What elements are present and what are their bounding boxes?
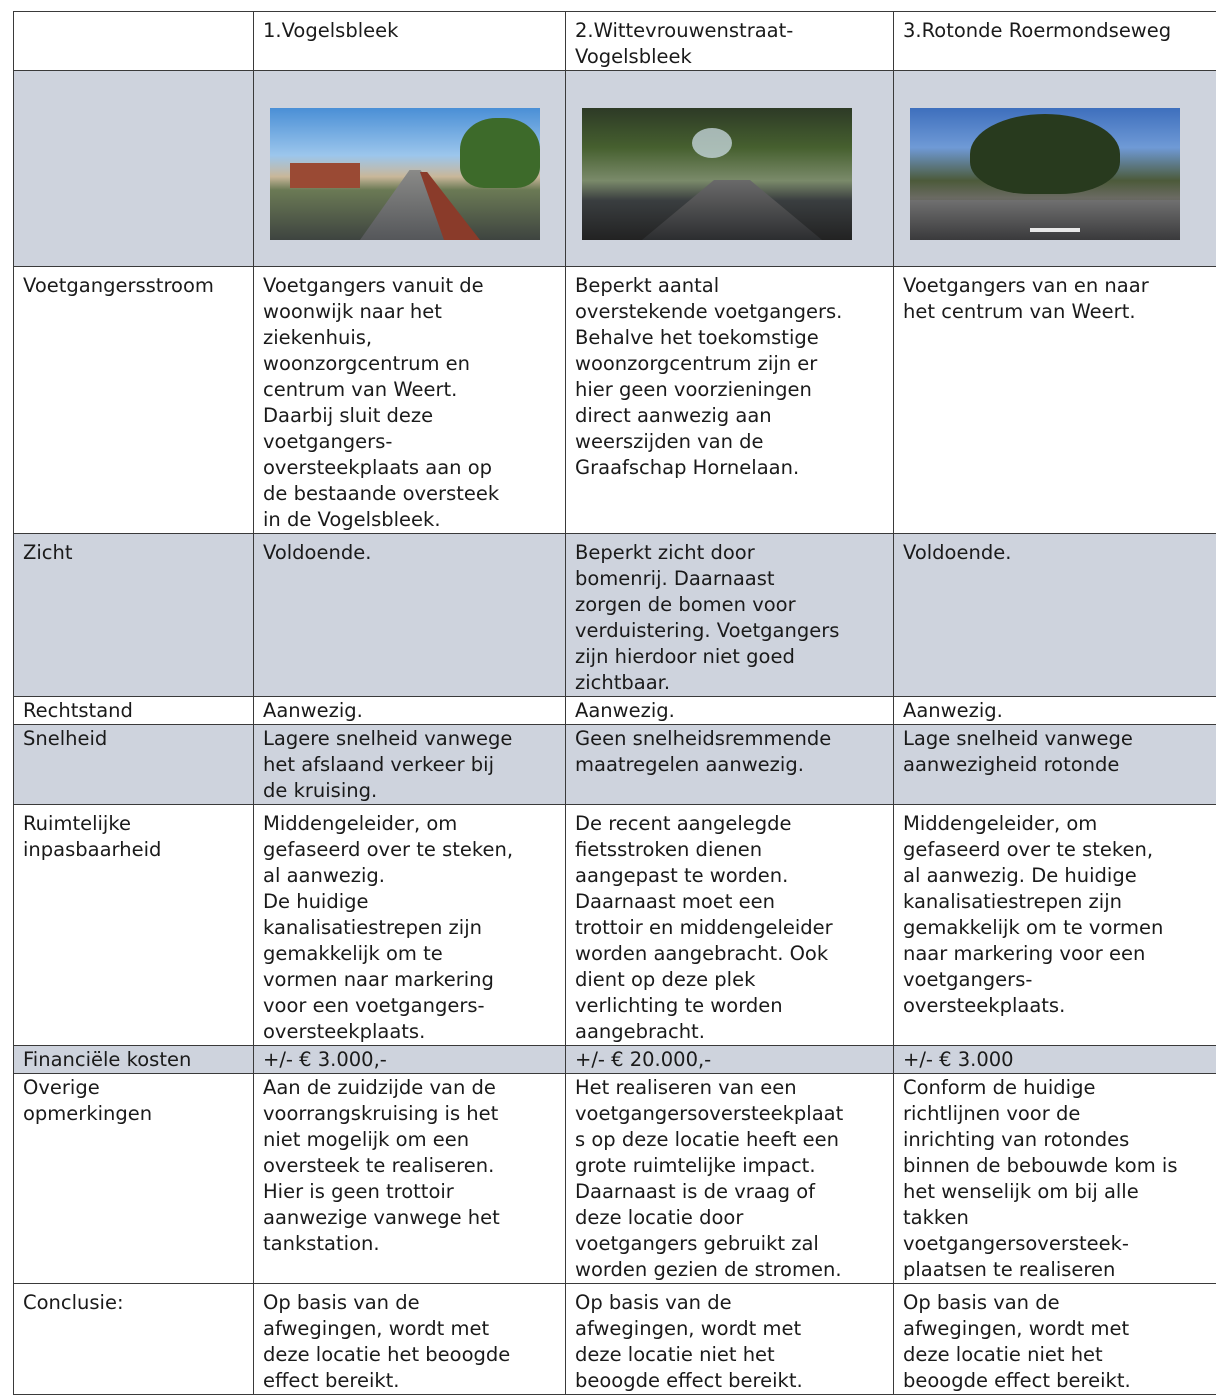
row-conclusie <box>14 1284 1216 1395</box>
header-row <box>14 12 1216 71</box>
cell-location-2: Beperkt aantal overstekende voetgangers. Behalve het toekomstige woonzorgcentrum zijn er hier geen voorzieningen direct aanwezig aan weerszijden van de Graafschap Hornelaan. <box>566 267 894 534</box>
photo-row <box>14 71 1216 267</box>
row-label: Zicht <box>14 534 254 697</box>
photo-cell-1 <box>254 71 566 267</box>
cell-location-1: Aan de zuidzijde van de voorrangskruising is het niet mogelijk om een oversteek te realiseren. Hier is geen trottoir aanwezige vanwege het tankstation. <box>254 1074 566 1284</box>
cell-location-1: Lagere snelheid vanwege het afslaand verkeer bij de kruising. <box>254 725 566 805</box>
row-ruimtelijke-inpasbaarheid <box>14 805 1216 1046</box>
cell-location-1: Middengeleider, om gefaseerd over te steken, al aanwezig. De huidige kanalisatiestrepen zijn gemakkelijk om te vormen naar markering voor een voetgangers- oversteekplaats. <box>254 805 566 1046</box>
row-label: Rechtstand <box>14 697 254 725</box>
cell-location-3: Middengeleider, om gefaseerd over te steken, al aanwezig. De huidige kanalisatiestrepen zijn gemakkelijk om te vormen naar markering voor een voetgangers- oversteekplaats. <box>894 805 1216 1046</box>
cell-location-1: Op basis van de afwegingen, wordt met deze locatie het beoogde effect bereikt. <box>254 1284 566 1395</box>
row-label: Financiële kosten <box>14 1046 254 1074</box>
photo-cell-3 <box>894 71 1216 267</box>
cell-location-2: +/- € 20.000,- <box>566 1046 894 1074</box>
cell-location-3: Conform de huidige richtlijnen voor de inrichting van rotondes binnen de bebouwde kom is het wenselijk om bij alle takken voetgangersoversteek- plaatsen te realiseren <box>894 1074 1216 1284</box>
cell-location-3: Voldoende. <box>894 534 1216 697</box>
cell-location-3: Op basis van de afwegingen, wordt met deze locatie niet het beoogde effect bereikt. <box>894 1284 1216 1395</box>
cell-location-1: Voetgangers vanuit de woonwijk naar het ziekenhuis, woonzorgcentrum en centrum van Weert. Daarbij sluit deze voetgangers- oversteekplaats aan op de bestaande oversteek in de Vogelsbleek. <box>254 267 566 534</box>
street-photo-icon <box>270 108 540 240</box>
row-label: Overige opmerkingen <box>14 1074 254 1284</box>
cell-location-2: Aanwezig. <box>566 697 894 725</box>
street-photo-icon <box>582 108 852 240</box>
cell-location-2: Beperkt zicht door bomenrij. Daarnaast zorgen de bomen voor verduistering. Voetgangers zijn hierdoor niet goed zichtbaar. <box>566 534 894 697</box>
cell-location-3: Lage snelheid vanwege aanwezigheid rotonde <box>894 725 1216 805</box>
cell-location-1: Aanwezig. <box>254 697 566 725</box>
header-location-1: 1.Vogelsbleek <box>254 12 566 71</box>
photo-cell-2 <box>566 71 894 267</box>
cell-location-1: +/- € 3.000,- <box>254 1046 566 1074</box>
row-voetgangersstroom <box>14 267 1216 534</box>
row-overige-opmerkingen <box>14 1074 1216 1284</box>
cell-location-2: De recent aangelegde fietsstroken dienen aangepast te worden. Daarnaast moet een trottoir en middengeleider worden aangebracht. Ook dient op deze plek verlichting te worden aangebracht. <box>566 805 894 1046</box>
cell-location-2: Geen snelheidsremmende maatregelen aanwezig. <box>566 725 894 805</box>
row-label: Ruimtelijke inpasbaarheid <box>14 805 254 1046</box>
cell-location-3: Aanwezig. <box>894 697 1216 725</box>
row-label: Conclusie: <box>14 1284 254 1395</box>
row-rechtstand <box>14 697 1216 725</box>
header-location-2: 2.Wittevrouwenstraat- Vogelsbleek <box>566 12 894 71</box>
row-label: Voetgangersstroom <box>14 267 254 534</box>
header-cell-empty <box>14 12 254 71</box>
row-label: Snelheid <box>14 725 254 805</box>
cell-location-3: +/- € 3.000 <box>894 1046 1216 1074</box>
row-zicht <box>14 534 1216 697</box>
comparison-table <box>13 11 1216 1395</box>
cell-location-2: Op basis van de afwegingen, wordt met deze locatie niet het beoogde effect bereikt. <box>566 1284 894 1395</box>
photo-row-label <box>14 71 254 267</box>
cell-location-2: Het realiseren van een voetgangersoversteekplaat s op deze locatie heeft een grote ruimtelijke impact. Daarnaast is de vraag of deze locatie door voetgangers gebruikt zal worden gezien de stromen. <box>566 1074 894 1284</box>
row-snelheid <box>14 725 1216 805</box>
cell-location-1: Voldoende. <box>254 534 566 697</box>
street-photo-icon <box>910 108 1180 240</box>
cell-location-3: Voetgangers van en naar het centrum van Weert. <box>894 267 1216 534</box>
row-financiele-kosten <box>14 1046 1216 1074</box>
header-location-3: 3.Rotonde Roermondseweg <box>894 12 1216 71</box>
